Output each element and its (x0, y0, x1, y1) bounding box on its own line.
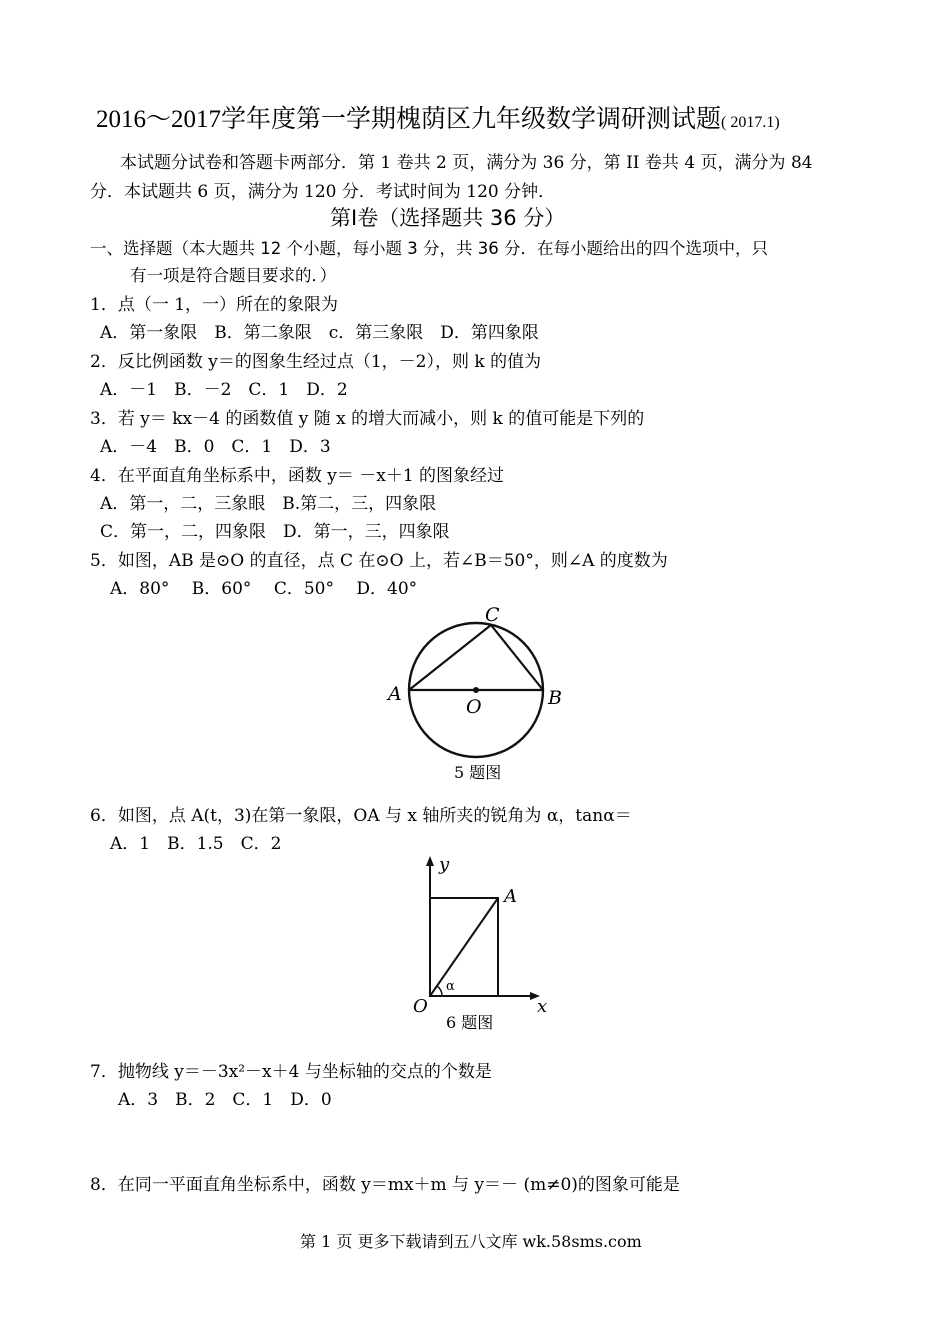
question-4-stem: 4．在平面直角坐标系中，函数 y＝ －x＋1 的图象经过 (90, 466, 505, 486)
intro-line-2: 分．本试题共 6 页，满分为 120 分．考试时间为 120 分钟． (90, 182, 556, 202)
center-dot (473, 687, 479, 693)
question-7-options: A．3 B．2 C．1 D．0 (118, 1090, 332, 1110)
y-axis-arrow (426, 856, 434, 866)
section-title: 第Ⅰ卷（选择题共 36 分） (330, 206, 566, 230)
question-1-stem: 1．点（一 1，一）所在的象限为 (90, 295, 339, 315)
label-x: x (537, 996, 548, 1017)
question-8-stem: 8．在同一平面直角坐标系中，函数 y＝mx＋m 与 y＝－ (m≠0)的图象可能是 (90, 1175, 680, 1195)
figure-5-caption: 5 题图 (454, 763, 502, 782)
question-4-options-2: C．第一，二，四象限 D．第一，三，四象限 (100, 522, 450, 542)
question-6-options: A．1 B．1.5 C．2 (110, 834, 282, 854)
question-7-stem: 7．抛物线 y＝－3x²－x＋4 与坐标轴的交点的个数是 (90, 1062, 492, 1082)
question-5-options: A．80° B．60° C．50° D．40° (110, 579, 418, 599)
segment-oa (430, 898, 498, 996)
label-o: O (413, 996, 428, 1017)
label-alpha: α (446, 979, 455, 994)
question-3-stem: 3．若 y＝ kx－4 的函数值 y 随 x 的增大而减小，则 k 的值可能是下列的 (90, 409, 645, 429)
label-o: O (466, 696, 482, 718)
question-2-stem: 2．反比例函数 y＝的图象生经过点（1，－2），则 k 的值为 (90, 352, 542, 372)
intro-line-1: 本试题分试卷和答题卡两部分．第 1 卷共 2 页，满分为 36 分，第 II 卷共 4 页，满分为 84 (120, 153, 813, 173)
title-date: ( 2017.1) (721, 114, 780, 131)
section-instruction-1: 一、选择题（本大题共 12 个小题，每小题 3 分，共 36 分．在每小题给出的四个选项中，只 (90, 239, 768, 258)
question-5-stem: 5．如图，AB 是⊙O 的直径，点 C 在⊙O 上，若∠B＝50°，则∠A 的度数为 (90, 551, 668, 571)
figure-6-coordinate (400, 852, 560, 1034)
question-1-options: A．第一象限 B．第二象限 c．第三象限 D．第四象限 (100, 323, 539, 343)
chord-ac (409, 625, 491, 690)
question-6-stem: 6．如图，点 A(t，3)在第一象限，OA 与 x 轴所夹的锐角为 α，tanα＝ (90, 806, 632, 826)
angle-arc (437, 986, 442, 996)
label-y: y (439, 854, 450, 875)
label-b: B (548, 687, 562, 709)
question-3-options: A．－4 B．0 C．1 D．3 (100, 437, 331, 457)
page-footer: 第 1 页 更多下载请到五八文库 wk.58sms.com (300, 1232, 642, 1251)
label-a: A (388, 683, 402, 705)
section-instruction-2: 有一项是符合题目要求的．） (130, 266, 337, 285)
figure-6-caption: 6 题图 (446, 1013, 494, 1032)
title-text: 2016～2017学年度第一学期槐荫区九年级数学调研测试题 (96, 106, 722, 133)
question-2-options: A．－1 B．－2 C．1 D．2 (100, 380, 348, 400)
figure-5-circle (380, 600, 570, 786)
label-c: C (485, 604, 500, 626)
label-a: A (504, 886, 517, 907)
question-4-options-1: A．第一，二，三象眼 B.第二，三，四象限 (100, 494, 437, 514)
page-title (96, 103, 780, 140)
